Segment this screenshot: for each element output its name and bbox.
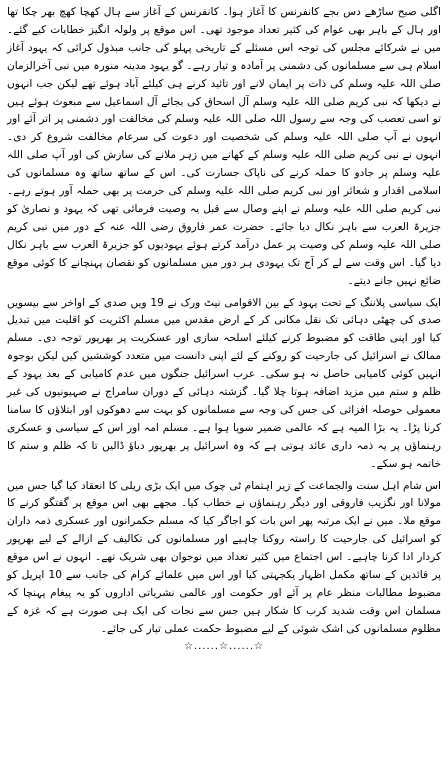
section-end-ornament: ☆......☆......☆ (183, 640, 265, 652)
article-paragraph-2: ایک سیاسی پلاننگ کے تحت یہود کے بین الاقوامی نیٹ ورک نے 19 ویں صدی کے اواخر سے بیسویں صدی کی چھٹی دہائی تک نقل مکانی کر کے ارض مقدس میں مسلم اکثریت کو اقلیت میں تبدیل کیا اور اپنی طاقت کو مضبوط کرنے کیلئے اسلحہ سازی اور عسکریت پر بھرپور توجہ دی۔ مسلم ممالک نے اسرائیل کی جارحیت کو روکنے کے لئے اپنی دانست میں متعدد کوششیں کیں لیکن بوجوہ انہیں کوئی کامیابی حاصل نہ ہو سکی۔ عرب اسرائیل جنگوں میں عدم کامیابی کے بعد یہود کے ظلم و ستم میں مزید اضافہ ہوتا چلا گیا۔ گزشتہ دہائی کے دوران سامراج نے صہیونیوں کی غیر معمولی حوصلہ افزائی کی جس کی وجہ سے مسلمانوں کو بہت سے دھوکوں اور ابتلاؤں کا سامنا کرنا پڑا۔ یہ بڑا المیہ ہے کہ عالمی ضمیر سویا ہوا ہے۔ مسلم امہ اور اس کے سیاسی و عسکری رہنماؤں پر یہ ذمہ داری عائد ہوتی ہے کہ وہ اسرائیل پر بھرپور دباؤ ڈالیں تا کہ ظلم و ستم کا خاتمہ ہو سکے۔ (7, 296, 441, 470)
article-paragraph-3: اس شام اہل سنت والجماعت کے زیر اہتمام ٹی چوک میں ایک بڑی ریلی کا انعقاد کیا گیا جس میں مولانا اور نگزیب فاروقی اور دیگر رہنماؤں نے خطاب کیا۔ مجھے بھی اس موقع پر گفتگو کرنے کا موقع ملا۔ میں نے ایک مرتبہ پھر اس بات کو اجاگر کیا کہ مسلم حکمرانوں اور عسکری ذمہ داران کو اسرائیل کی جارحیت کا راستہ روکنا چاہیے اور مسلمانوں کی تکالیف کے ازالے کے لیے بھرپور کردار ادا کرنا چاہیے۔ اس اجتماع میں کثیر تعداد میں نوجوان بھی شریک تھے۔ انہوں نے اس موقع پر قائدین کے ساتھ مکمل اظہار یکجہتی کیا اور اس میں علمائے کرام کی جانب سے 10 اپریل کو مضبوط مطالبات منظر عام پر آئے اور حکومت اور عالمی نشریاتی اداروں کو یہ پیغام پہنچا کہ مسلمان اس وقت شدید کرب کا شکار ہیں جس سے نجات کی ایک ہی صورت ہے کہ غزہ کے مظلوم مسلمانوں کی اشک شوئی کے لیے مضبوط حکمت عملی تیار کی جائے۔ (7, 479, 442, 635)
article-paragraph-1: اگلی صبح ساڑھے دس بجے کانفرنس کا آغاز ہوا۔ کانفرنس کے آغاز سے ہال کھچا کھچ بھر چکا تھا اور ہال کے باہر بھی عوام کی کثیر تعداد موجود تھی۔ اس موقع پر ولولہ انگیز خطابات کیے گئے۔ میں نے شرکائے مجلس کی توجہ اس مسئلے کے تاریخی پہلو کی جانب مبذول کرائی کہ یہود آغاز اسلام ہی سے مسلمانوں کی دشمنی پر آمادہ و تیار رہے۔ گو یہود مدینہ منورہ میں نبی آخرالزمان صلی اللہ علیہ وسلم کی ذات پر ایمان لانے اور تائید کرنے ہی کیلئے آباد ہوئے تھے لیکن جب انہوں نے دیکھا کہ نبی کریم صلی اللہ علیہ وسلم آل اسحاق کی بجائے آل اسماعیل سے مبعوث ہوئے ہیں تو اسی تعصب کی وجہ سے رسول اللہ صلی اللہ علیہ وسلم کی مخالفت اور دشمنی پر اتر آئے اور انہوں نے آپ صلی اللہ علیہ وسلم کی شخصیت اور دعوت کی سرعام مخالفت شروع کر دی۔ انہوں نے نبی کریم صلی اللہ علیہ وسلم کے کھانے میں زہر ملانے کی سازش کی اور آپ صلی اللہ علیہ وسلم پر جادو کا حملہ کرنے کی ناپاک جسارت کی۔ اس کے ساتھ ساتھ وہ مسلمانوں کی اسلامی اقدار و شعائر اور نبی کریم صلی اللہ علیہ وسلم کی حرمت پر بھی حملہ آور ہوتے رہے۔ نبی کریم صلی اللہ علیہ وسلم نے اپنے وصال سے قبل یہ وصیت فرمائی تھی کہ یہود و نصاریٰ کو جزیرۃ العرب سے باہر نکال دیا جائے۔ حضرت عمر فاروق رضی اللہ عنہ کے دور میں نبی کریم صلی اللہ علیہ وسلم کی وصیت پر عمل درآمد کرتے ہوئے یہودیوں کو جزیرۃ العرب سے باہر نکال دیا گیا۔ اس وقت سے لے کر آج تک یہودی ہر دور میں مسلمانوں کو نقصان پہنچانے کا کوئی موقع ضائع نہیں جانے دیتے۔ (7, 6, 441, 287)
